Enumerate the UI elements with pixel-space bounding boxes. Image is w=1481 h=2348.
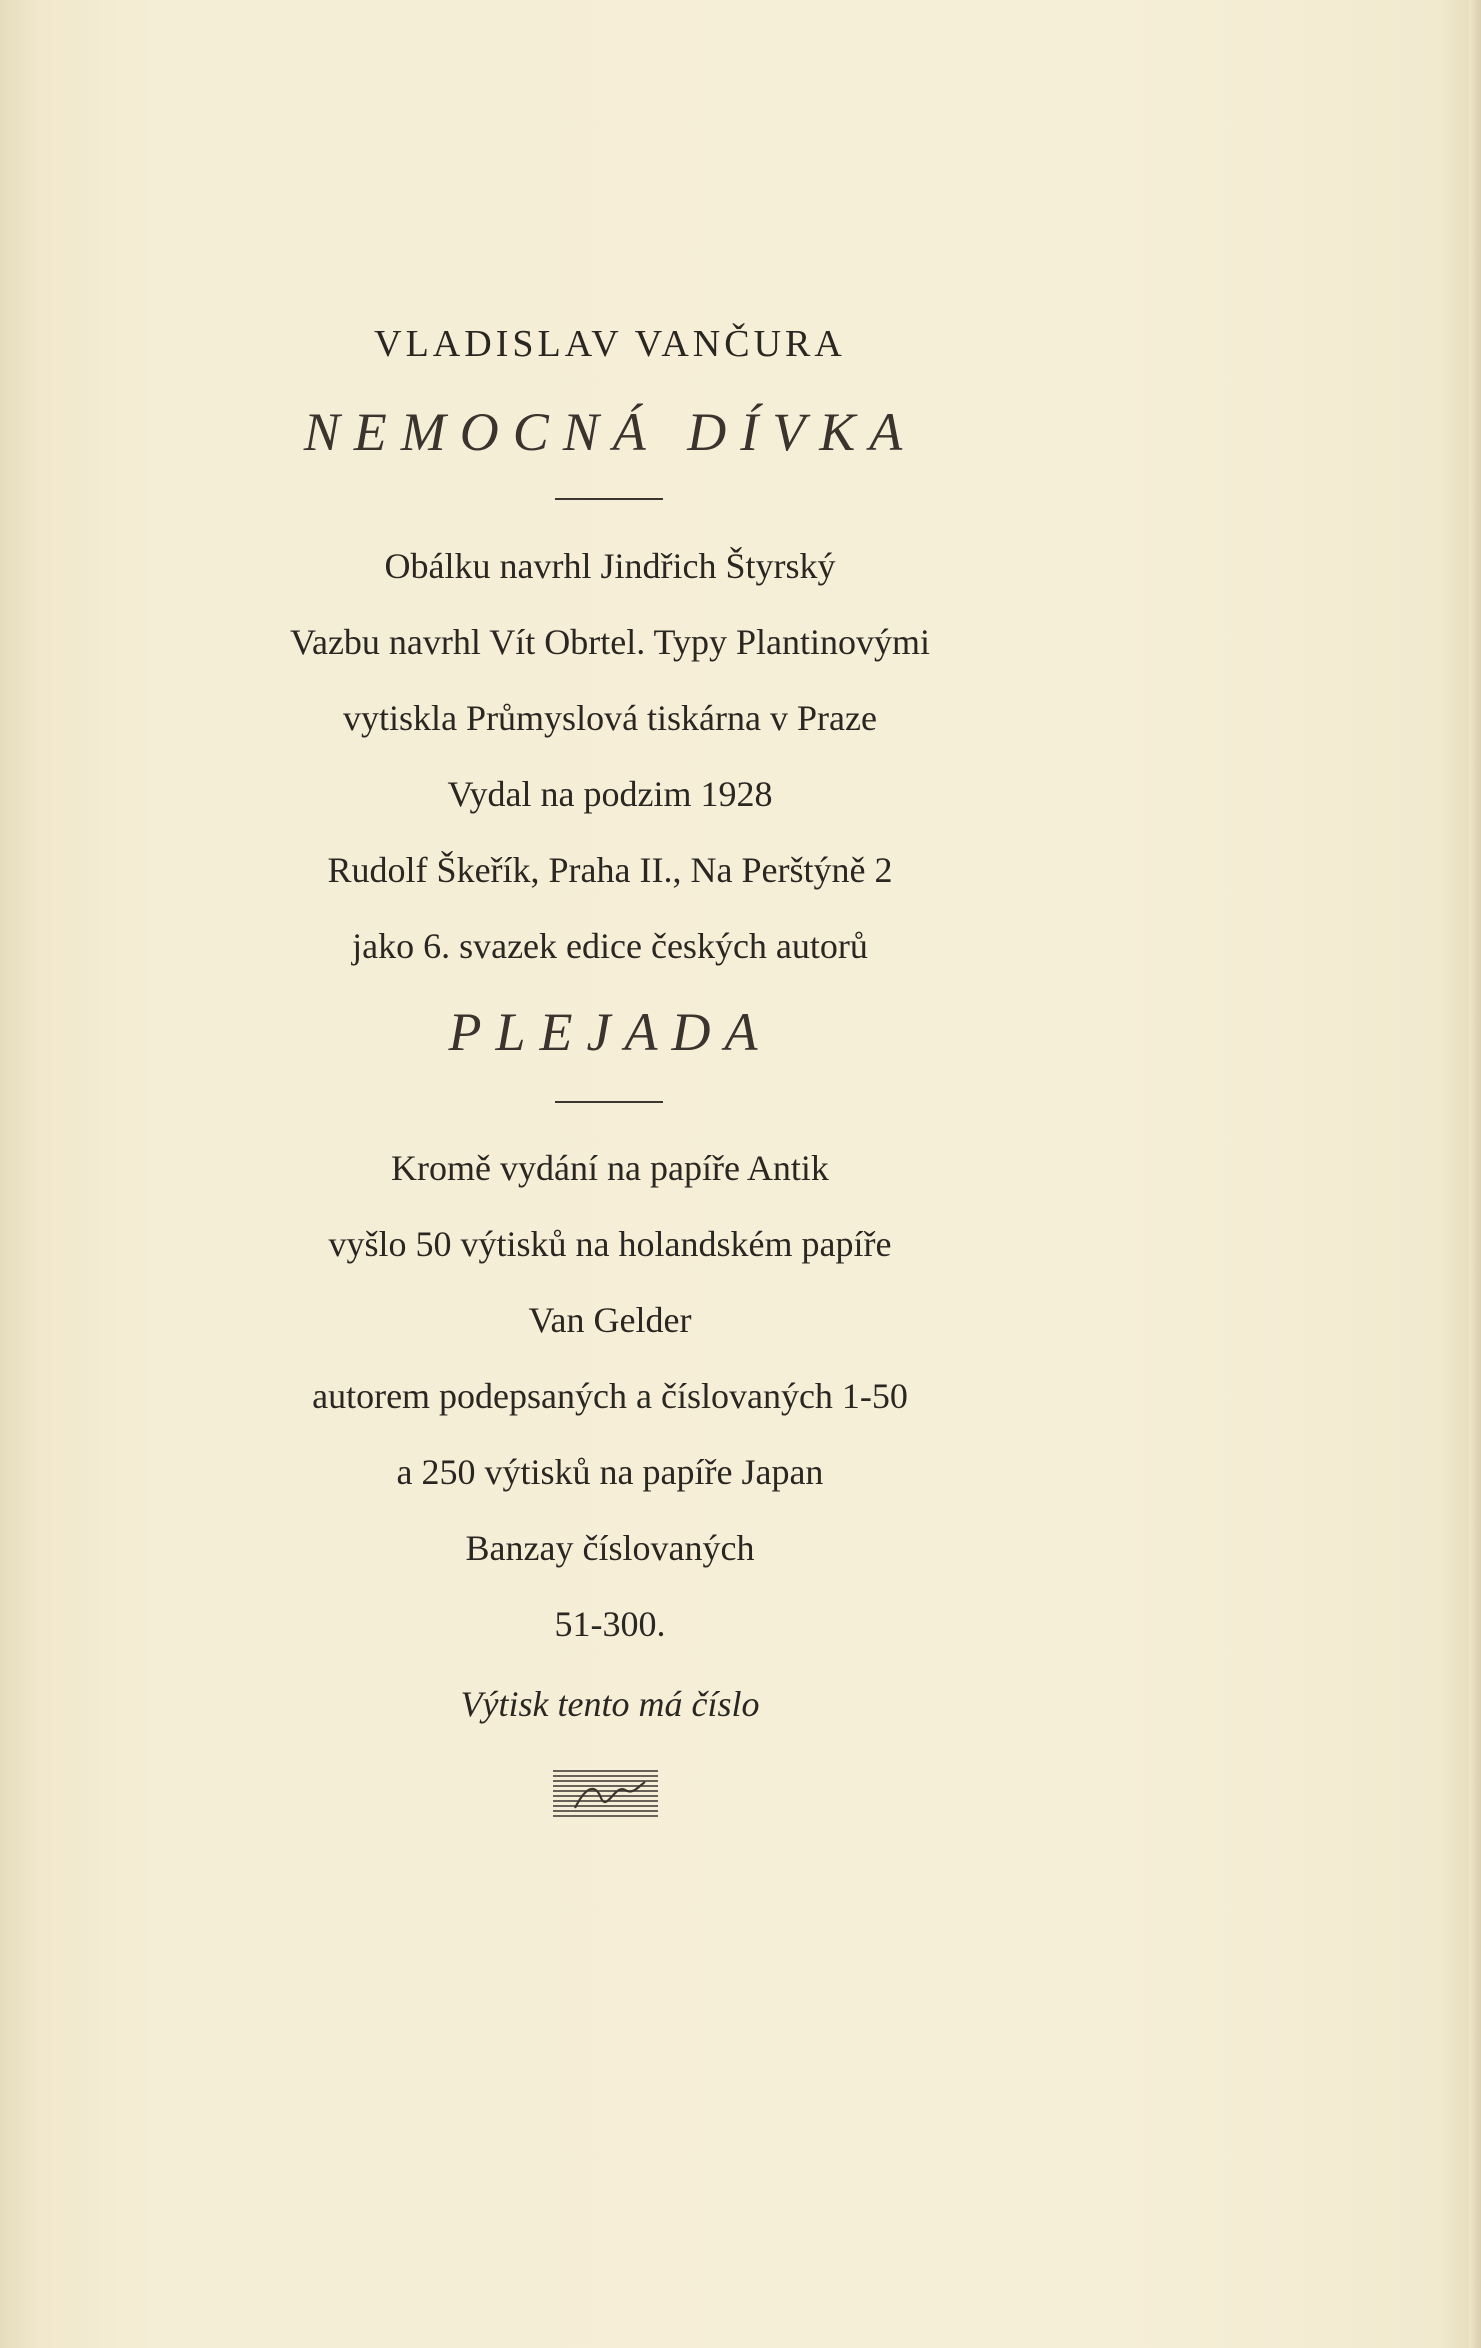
credit-line: Obálku navrhl Jindřich Štyrský [384, 546, 836, 586]
page-edge [1469, 0, 1481, 2348]
edition-line: a 250 výtisků na papíře Japan [396, 1452, 824, 1492]
edition-line: Banzay číslovaných [465, 1528, 755, 1568]
copy-number-stamp-graphic [553, 1768, 658, 1820]
copy-number-label: Výtisk tento má číslo [460, 1684, 760, 1724]
credit-line: Rudolf Škeřík, Praha II., Na Perštýně 2 [327, 850, 893, 890]
book-title: NEMOCNÁ DÍVKA [303, 402, 917, 462]
credit-line: Vydal na podzim 1928 [447, 774, 773, 814]
edition-line: vyšlo 50 výtisků na holandském papíře [328, 1224, 892, 1264]
credit-line: Vazbu navrhl Vít Obrtel. Typy Plantinovými [289, 622, 931, 662]
series-name: PLEJADA [448, 1002, 772, 1062]
credit-line: jako 6. svazek edice českých autorů [352, 926, 868, 966]
edition-line: Van Gelder [528, 1300, 692, 1340]
credit-line: vytiskla Průmyslová tiskárna v Praze [343, 698, 877, 738]
edition-line: autorem podepsaných a číslovaných 1-50 [312, 1376, 908, 1416]
copy-number-stamp [553, 1768, 658, 1820]
divider-top [555, 498, 663, 500]
divider-bottom [555, 1101, 663, 1103]
edition-line: 51-300. [554, 1604, 666, 1644]
author-name: VLADISLAV VANČURA [374, 323, 846, 365]
edition-line: Kromě vydání na papíře Antik [391, 1148, 829, 1188]
